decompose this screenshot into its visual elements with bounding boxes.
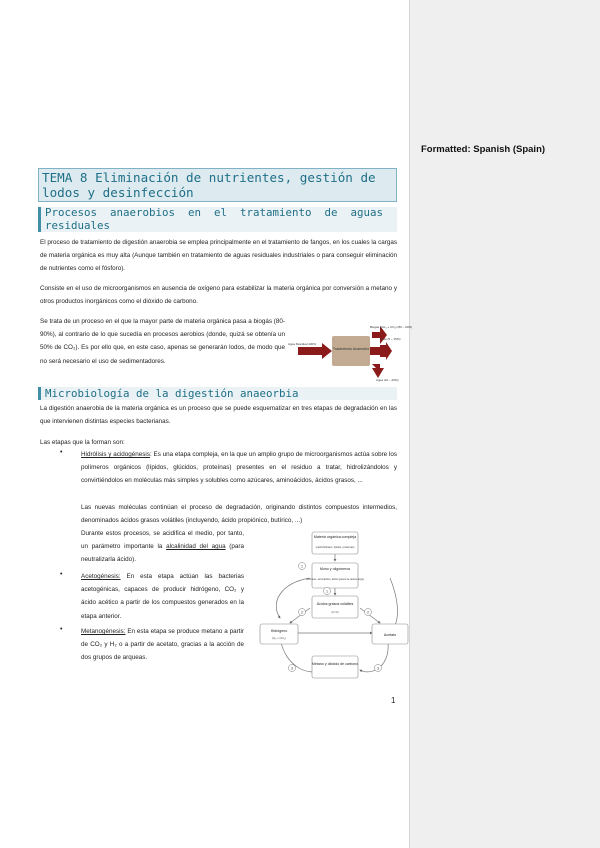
step-label-3b: 3 [377,666,379,671]
paragraph-3: Se trata de un proceso en el que la mayor parte de materia orgánica pasa a biogás (80-90%), al contrario de lo que sucedía en procesos aerobios (donde, quizá se obtenía un 50% de CO₂). Es por ello que, en este caso, apenas se generarán lodos, de modo que no será necesario el uso de sedimentadores. [40,318,285,365]
figure1-sludge-label: Lodo (5 – 15%) [380,337,401,341]
bullet-1-marker: • [60,449,63,456]
step-label-1a: 1 [301,564,303,569]
bullet-3-term: Metanogénesis: [81,628,126,635]
page-title [38,168,397,202]
figure1-water-label: Agua (10 – 20%) [376,378,399,382]
bullet-3 [81,625,244,665]
scheme-node-1: Materia orgánica compleja [313,535,357,539]
bullet-2-text: En esta etapa actúan las bacterias acetogénicas, capaces de producir hidrógeno, CO₂ y ácido acético a partir de los compuestos generados en la etapa anterior. [81,573,244,620]
step-label-2a: 2 [301,610,303,615]
step-label-1b: 1 [326,589,328,594]
figure1-box-label: Tratamiento Anaerobio [332,347,370,351]
step-label-2b: 2 [367,610,369,615]
digestion-scheme-figure [250,528,410,683]
title-line-2: lodos y desinfección [42,185,194,200]
scheme-node-2: Mono y oligómeros [319,567,351,571]
bullet-1-text: : Es una etapa compleja, en la que un amplio grupo de microorganismos actúa sobre los polímeros orgánicos (lípidos, glúcidos, proteínas) presentes en el residuo a tratar, hidrolizándolos y convirtiéndolos en moléculas más simples y solubles como azúcares, aminoácidos, ácidos grasos, ... [81,451,397,485]
scheme-node-6: Metano y dióxido de carbono [311,662,359,666]
scheme-node-5: Acetato [383,633,397,637]
bullet-1 [81,448,397,488]
bullet-1-continuation-2 [81,527,244,567]
title-line-1: TEMA 8 Eliminación de nutrientes, gestión de [42,170,376,185]
bullet-1-cont2-b: (para neutralizarla ácido). [81,543,244,564]
bullet-1-continuation: Las nuevas moléculas continúan el proceso de degradación, originando distintos compuestos intermedios, denominados ácidos grasos volátiles (incluyendo, ácido propiónico, butírico, ...) [81,504,397,525]
bullet-2-marker: • [60,571,63,578]
format-comment[interactable]: Formatted: Spanish (Spain) [421,144,546,155]
bullet-3-text: En esta etapa se produce metano a partir de CO₂ y H₂ o a partir de acetato, gracias a la acción de dos grupos de arqueas. [81,628,244,662]
section-heading-1-line-2: residuales [45,218,111,232]
paragraph-2: Consiste en el uso de microorganismos en ausencia de oxígeno para estabilizar la materia orgánica por conversión a metano y otros productos inorgánicos como el dióxido de carbono. [40,285,397,306]
bullet-1-cont2-a: Durante estos procesos, se acidifica el medio, por tanto, un parámetro importante la [81,530,244,551]
bullet-3-marker: • [60,626,63,633]
section-heading-1 [38,207,397,232]
scheme-node-1-sub: (carbohidratos, lípidos, proteínas) [315,546,355,549]
bullet-1-term: Hidrólisis y acidogénesis [81,451,150,458]
figure1-biogas-label: Biogas (CH₄ + CO₂) (80 – 90%) [370,325,413,329]
figure1-input-label: Agua Residual 100% [288,342,317,346]
bullet-2 [81,570,244,623]
scheme-node-3-sub: (C>2) [331,610,339,614]
paragraph-4: La digestión anaerobia de la materia orgánica es un proceso que se puede esquematizar en tres etapas de degradación en las que intervienen distintas especies bacterianas. [40,405,397,426]
scheme-node-2-sub: (azúcares, aminoácidos, ácidos grasos de cadena larga) [306,579,364,581]
anaerobic-treatment-figure [288,325,413,382]
comment-sidebar [409,0,600,848]
section-heading-1-line-1: Procesos anaerobios en el tratamiento de aguas [45,206,384,219]
step-label-3a: 3 [291,666,293,671]
scheme-node-4: Hidrógeno [270,629,288,633]
scheme-node-3: Ácidos grasos volátiles [316,602,354,606]
paragraph-5: Las etapas que la forman son: [40,439,125,446]
section-heading-2: Microbiología de la digestión anaeorbia [38,387,397,400]
bullet-2-term: Acetogénesis: [81,573,121,580]
alkalinity-term: alcalinidad del agua [166,543,226,551]
paragraph-1: El proceso de tratamiento de digestión anaerobia se emplea principalmente en el tratamiento de fangos, en los cuales la cargas de materia orgánica es muy alta (Aunque también en tratamiento de aguas residuales industriales o para conseguir eliminación de nutrientes como el fósforo). [40,239,397,273]
page-number: 1 [391,696,396,705]
scheme-node-4-sub: (H₂ + CO₂) [272,636,286,640]
